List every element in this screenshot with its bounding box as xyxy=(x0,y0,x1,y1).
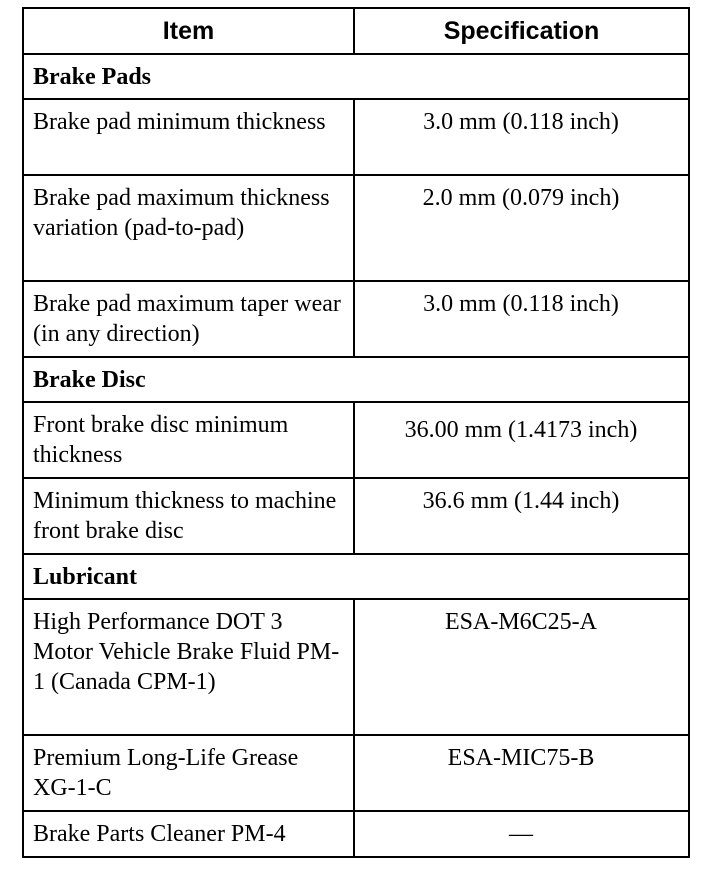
spec-cell: ESA-M6C25-A xyxy=(354,599,689,735)
table-row xyxy=(23,735,689,811)
section-row-brake-pads xyxy=(23,54,689,99)
header-item: Item xyxy=(23,8,354,54)
spec-cell: 36.00 mm (1.4173 inch) xyxy=(354,402,689,478)
item-cell: High Performance DOT 3 Motor Vehicle Brake Fluid PM-1 (Canada CPM-1) xyxy=(23,599,354,735)
specification-table xyxy=(22,7,690,858)
spec-cell: 3.0 mm (0.118 inch) xyxy=(354,281,689,357)
header-specification: Specification xyxy=(354,8,689,54)
item-cell: Brake pad maximum thickness variation (pad-to-pad) xyxy=(23,175,354,281)
section-title: Lubricant xyxy=(23,554,689,599)
item-cell: Brake pad minimum thickness xyxy=(23,99,354,175)
section-row-brake-disc xyxy=(23,357,689,402)
item-cell: Minimum thickness to machine front brake disc xyxy=(23,478,354,554)
item-cell: Front brake disc minimum thickness xyxy=(23,402,354,478)
table-row xyxy=(23,599,689,735)
table-row xyxy=(23,478,689,554)
section-title: Brake Disc xyxy=(23,357,689,402)
header-row xyxy=(23,8,689,54)
table-row xyxy=(23,281,689,357)
table-row xyxy=(23,175,689,281)
table-row xyxy=(23,402,689,478)
item-cell: Premium Long-Life Grease XG-1-C xyxy=(23,735,354,811)
item-cell: Brake Parts Cleaner PM-4 xyxy=(23,811,354,857)
table-row xyxy=(23,811,689,857)
table-row xyxy=(23,99,689,175)
spec-cell: 3.0 mm (0.118 inch) xyxy=(354,99,689,175)
spec-cell: 2.0 mm (0.079 inch) xyxy=(354,175,689,281)
section-title: Brake Pads xyxy=(23,54,689,99)
spec-cell: — xyxy=(354,811,689,857)
item-cell: Brake pad maximum taper wear (in any direction) xyxy=(23,281,354,357)
spec-cell: 36.6 mm (1.44 inch) xyxy=(354,478,689,554)
spec-cell: ESA-MIC75-B xyxy=(354,735,689,811)
section-row-lubricant xyxy=(23,554,689,599)
